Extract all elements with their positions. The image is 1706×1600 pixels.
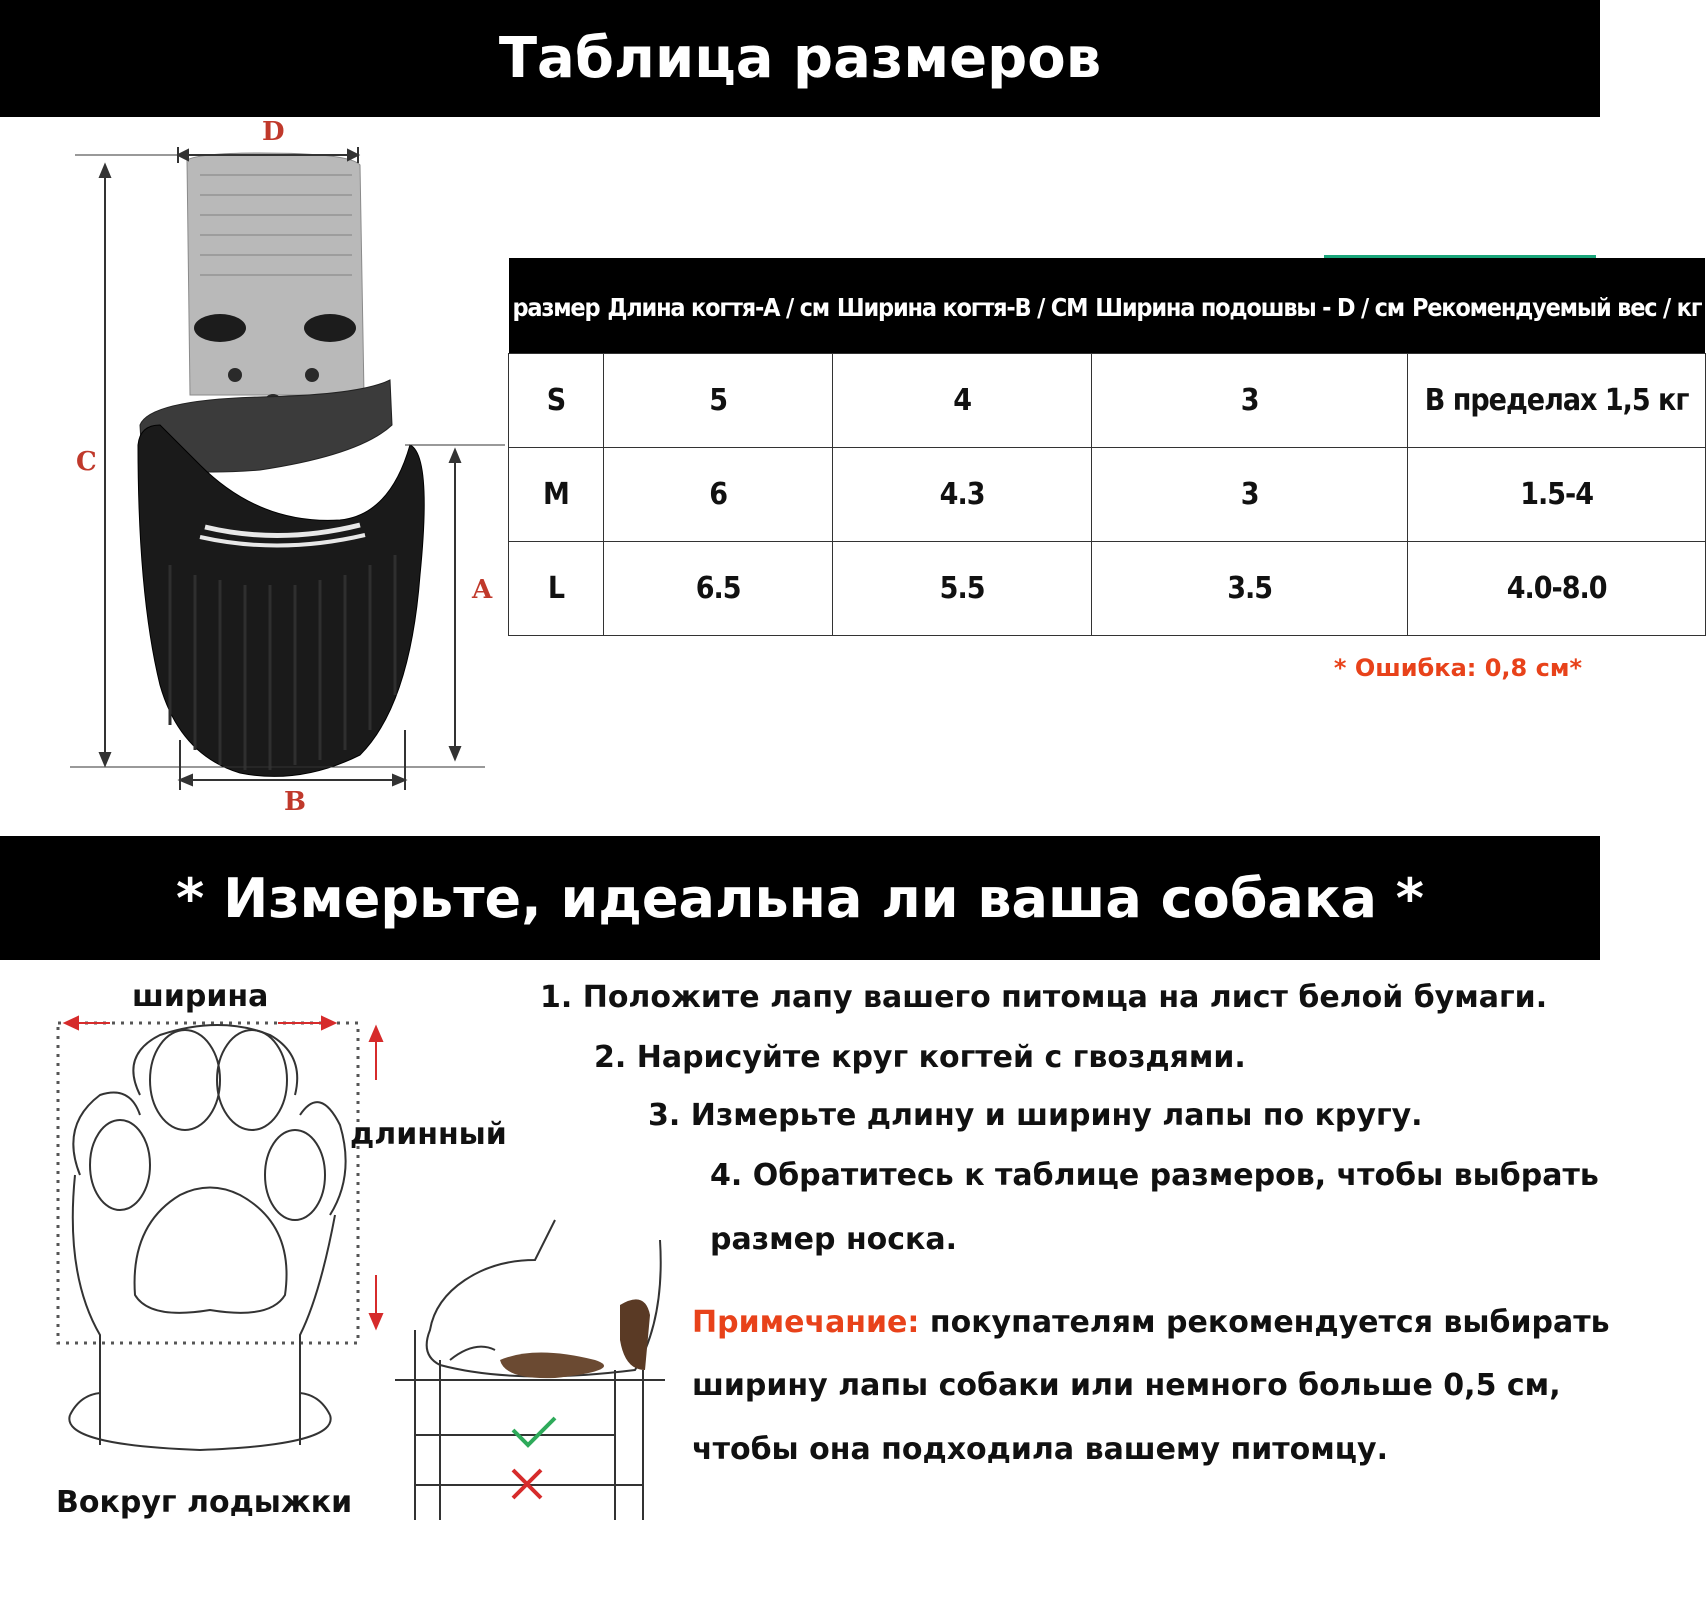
- step-3: 3. Измерьте длину и ширину лапы по кругу.: [648, 1098, 1423, 1133]
- table-cell: S: [509, 354, 604, 448]
- table-cell: 5: [603, 354, 833, 448]
- table-row: [509, 354, 1706, 448]
- table-cell: 3: [1091, 448, 1408, 542]
- dimension-label-a: A: [472, 575, 493, 605]
- table-cell: 6: [603, 448, 833, 542]
- column-header-weight: Рекомендуемый вес / кг: [1408, 260, 1705, 354]
- header-banner: [0, 0, 1600, 117]
- table-cell: 6.5: [603, 542, 833, 636]
- step-4-continued: размер носка.: [710, 1222, 958, 1257]
- error-note: * Ошибка: 0,8 см*: [1333, 654, 1582, 682]
- table-cell: L: [509, 542, 604, 636]
- table-row: [509, 542, 1706, 636]
- table-cell: 4.3: [833, 448, 1091, 542]
- column-header-width-b: Ширина когтя-B / CM: [833, 260, 1091, 354]
- table-cell: M: [509, 448, 604, 542]
- table-cell: 4: [833, 354, 1091, 448]
- size-table: [508, 258, 1706, 636]
- step-2: 2. Нарисуйте круг когтей с гвоздями.: [594, 1040, 1246, 1075]
- step-1: 1. Положите лапу вашего питомца на лист белой бумаги.: [540, 980, 1548, 1015]
- paw-side-illustration: [395, 1220, 680, 1520]
- dimension-label-d: D: [262, 117, 285, 147]
- note-line-3: чтобы она подходила вашему питомцу.: [692, 1432, 1388, 1467]
- table-cell: В пределах 1,5 кг: [1408, 354, 1705, 448]
- dimension-label-b: B: [284, 787, 306, 817]
- paw-measure-illustration: [395, 1220, 680, 1520]
- note-label: Примечание:: [692, 1305, 920, 1340]
- note-line-1: [692, 1305, 1610, 1340]
- column-header-sole-d: Ширина подошвы - D / см: [1091, 260, 1408, 354]
- note-line-2: ширину лапы собаки или немного больше 0,5 см,: [692, 1368, 1561, 1403]
- page-title: Таблица размеров: [498, 26, 1102, 91]
- paw-ankle-label: Вокруг лодыжки: [56, 1485, 353, 1520]
- check-icon: [513, 1418, 555, 1445]
- section-title: * Измерьте, идеальна ли ваша собака *: [176, 866, 1424, 930]
- column-header-size: размер: [509, 260, 604, 354]
- sock-illustration: [60, 125, 510, 835]
- column-header-length-a: Длина когтя-A / см: [603, 260, 833, 354]
- section-banner: [0, 836, 1600, 960]
- paw-width-label: ширина: [132, 979, 269, 1014]
- table-cell: 1.5-4: [1408, 448, 1705, 542]
- table-cell: 3: [1091, 354, 1408, 448]
- note-text-1: покупателям рекомендуется выбирать: [919, 1305, 1610, 1340]
- table-cell: 5.5: [833, 542, 1091, 636]
- table-cell: 3.5: [1091, 542, 1408, 636]
- table-row: [509, 448, 1706, 542]
- table-header-row: [509, 260, 1706, 354]
- paw-length-label: длинный: [350, 1117, 507, 1152]
- sock-diagram: [60, 117, 510, 835]
- step-4: 4. Обратитесь к таблице размеров, чтобы выбрать: [710, 1158, 1599, 1193]
- table-cell: 4.0-8.0: [1408, 542, 1705, 636]
- dimension-label-c: C: [76, 447, 97, 477]
